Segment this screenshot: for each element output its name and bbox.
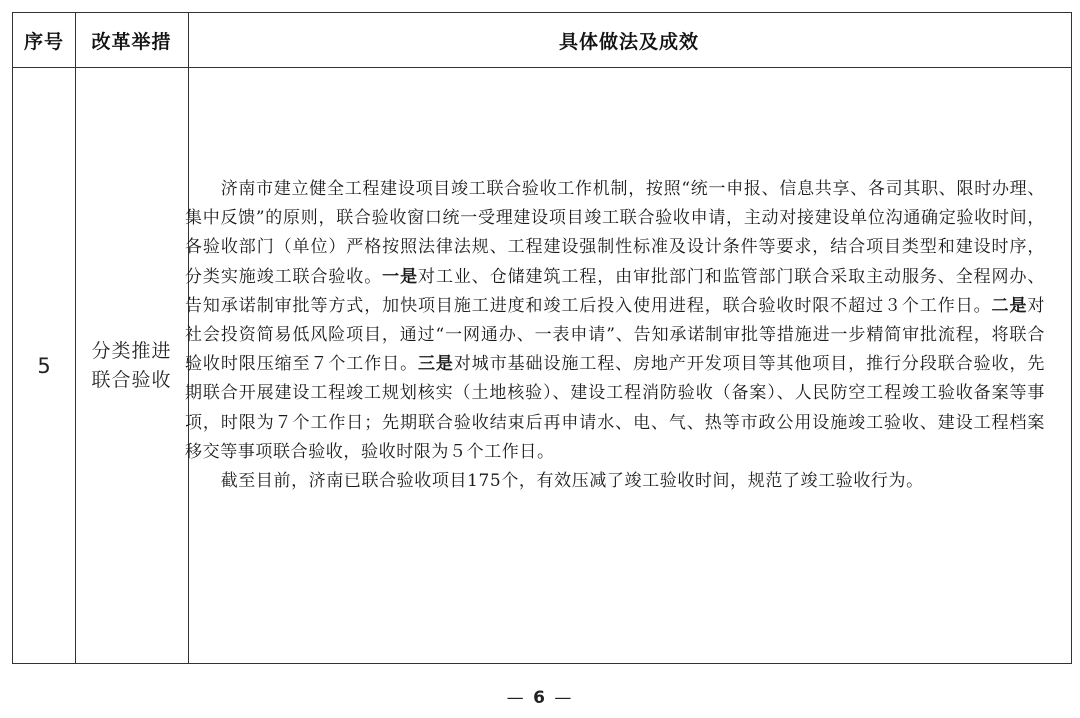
page-dash-left: — xyxy=(506,688,526,708)
details-intro: 济南市建立健全工程建设项目竣工联合验收工作机制，按照“统一申报、信息共享、各司其职、限时办理、集中反馈”的原则，联合验收窗口统一受理建设项目竣工联合验收申请，主动对接建设单位沟通确定验收时间，各验收部门（单位）严格按照法律法规、工程建设强制性标准及设计条件等要求，结合项目类型和建设时序，分类实施竣工联合验收。 xyxy=(185,179,1045,287)
details-paragraph-1 xyxy=(185,175,1045,467)
details-paragraph-2: 截至目前，济南已联合验收项目175个，有效压减了竣工验收时间，规范了竣工验收行为。 xyxy=(220,471,924,492)
keyword-second: 二是 xyxy=(991,295,1028,316)
details-second: 对社会投资简易低风险项目，通过“一网通办、一表申请”、告知承诺制审批等措施进一步精简审批流程，将联合验收时限压缩至７个工作日。 xyxy=(185,295,1046,375)
keyword-first: 一是 xyxy=(382,266,419,287)
details-first: 对工业、仓储建筑工程，由审批部门和监管部门联合采取主动服务、全程网办、告知承诺制审批等方式，加快项目施工进度和竣工后投入使用进程，联合验收时限不超过３个工作日。 xyxy=(185,266,1046,316)
header-measure: 改革举措 xyxy=(91,31,172,53)
row-measure-line2: 联合验收 xyxy=(91,368,172,391)
row-measure-name xyxy=(91,337,171,395)
details-third: 对城市基础设施工程、房地产开发项目等其他项目，推行分段联合验收，先期联合开展建设工程竣工规划核实（土地核验）、建设工程消防验收（备案）、人民防空工程竣工验收备案等事项，时限为７个工作日；先期联合验收结束后再申请水、电、气、热等市政公用设施竣工验收、建设工程档案移交等事项联合验收，验收时限为５个工作日。 xyxy=(185,354,1045,462)
header-seq-cell xyxy=(13,13,75,68)
row-seq-cell xyxy=(13,68,75,663)
row-measure-cell xyxy=(75,68,188,663)
page-footer xyxy=(0,688,1080,708)
table-header-row xyxy=(13,13,1071,68)
header-details: 具体做法及成效 xyxy=(558,31,699,53)
row-seq-number: 5 xyxy=(37,353,51,378)
row-measure-line1: 分类推进 xyxy=(91,339,172,362)
page-number: 6 xyxy=(533,688,547,708)
header-details-cell xyxy=(188,13,1070,68)
header-seq: 序号 xyxy=(23,31,64,53)
page-dash-right: — xyxy=(554,688,574,708)
row-details-text xyxy=(185,175,1045,496)
keyword-third: 三是 xyxy=(418,354,454,375)
header-measure-cell xyxy=(75,13,188,68)
